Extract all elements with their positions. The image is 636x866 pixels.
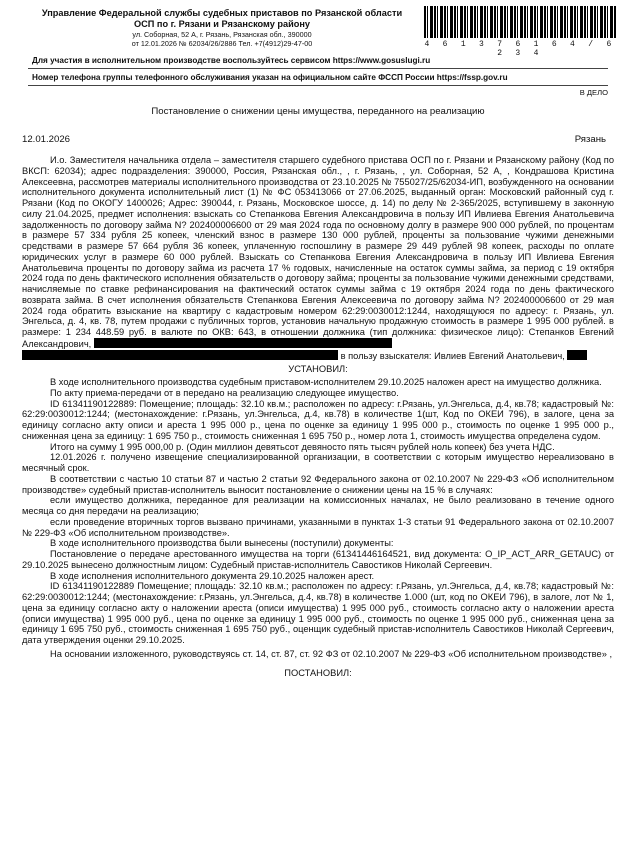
barcode-number: 4 6 1 3 7 6 1 6 4 / 6 2 3 4 [424, 40, 616, 58]
redaction-block [567, 350, 587, 360]
postanovil-heading: ПОСТАНОВИЛ: [284, 667, 352, 678]
org-name: Управление Федеральной службы судебных приставов по Рязанской области [41, 8, 403, 18]
redaction-block [22, 350, 338, 360]
paragraph: если имущество должника, переданное для реализации на комиссионных началах, не было реализовано в течение одного месяца со дня передачи на реализацию; [22, 495, 614, 516]
paragraph: Итого на сумму 1 995 000,00 р. (Один миллион девятьсот девяносто пять тысяч рублей ноль копеек) без учета НДС. [50, 441, 555, 452]
paragraph: На основании изложенного, руководствуясь ст. 14, ст. 87, ст. 92 ФЗ от 02.10.2007 № 229-ФЗ «Об исполнительном производстве» , [50, 648, 613, 659]
document-title: Постановление о снижении цены имущества, переданного на реализацию [151, 106, 485, 117]
paragraph: 12.01.2026 г. получено извещение специализированной организации, в соответствии с которым имущество нереализовано в месячный срок. [22, 452, 614, 473]
document-date: 12.01.2026 [22, 134, 71, 145]
intro-paragraph [22, 155, 614, 350]
paragraph: В ходе исполнительного производства судебным приставом-исполнителем 29.10.2025 наложен арест на имущество должника. [50, 377, 602, 387]
org-department: ОСП по г. Рязани и Рязанскому району [133, 19, 311, 29]
ustanovil-heading: УСТАНОВИЛ: [288, 364, 348, 375]
paragraph: По акту приема-передачи от в передано на реализацию следующее имущество. [50, 387, 399, 398]
letterhead [22, 8, 422, 48]
redaction-line [22, 350, 614, 362]
paragraph: ID 61341190122889 Помещение; площадь: 32.10 кв.м.; расположен по адресу: г.Рязань, ул.Энгельса, д.4, кв.78; кадастровый №: 62:29:0030012:1244; (местонахождение: г.Рязань, ул.Энгельса, д.4, кв.78) в количестве 1.000 (шт, код по ОКЕИ 796), в залоге, лот № 1, цена за единицу согласно акту о наложении ареста (описи имущества) 1 995 000 руб., стоимость согласно акту о наложении ареста (описи имущества) 1 995 000 руб., цена по оценке за единицу 1 995 000 руб., стоимость по оценке 1 995 000 руб., сниженная цена за единицу 1 695 750 руб., стоимость сниженная 1 695 750 руб., оценщик судебный пристав-исполнитель Савостиков Николай Сергеевич, дата утверждения оценки 29.10.2025. [22, 581, 614, 645]
vzyskatel-text: в пользу взыскателя: Ивлиев Евгений Анатольевич, [340, 350, 565, 361]
divider [28, 85, 608, 86]
divider [28, 68, 608, 69]
redaction-block [94, 338, 392, 348]
v-delo-mark: В ДЕЛО [579, 88, 608, 97]
phone-note: Номер телефона группы телефонного обслуживания указан на официальном сайте ФССП России https://fssp.gov.ru [32, 73, 508, 82]
paragraph: В ходе исполнительного производства были вынесены (поступили) документы: [50, 538, 394, 549]
document-reference: от 12.01.2026 № 62034/26/2886 Тел. +7(4912)29-47-00 [131, 39, 313, 48]
barcode-image [424, 6, 616, 38]
paragraph: ID 61341190122889: Помещение; площадь: 32.10 кв.м.; расположен по адресу: г.Рязань, ул.Энгельса, д.4, кв.78; кадастровый №: 62:29:0030012:1244; (местонахождение: г.Рязань, ул.Энгельса, д.4, кв.78) в количестве 1(шт, Код по ОКЕИ 796), в залоге, цена за единицу согласно акту описи и ареста 1 995 000 р., цена по оценке за единицу 1 995 000 р., стоимость по оценке 1 995 000 р., сниженная цена за единицу: 1 695 750 р., стоимость сниженная 1 695 750 р., номер лота 1, стоимость имущества определена судом. [22, 398, 614, 441]
document-city: Рязань [574, 134, 606, 145]
gosuslugi-note: Для участия в исполнительном производстве воспользуйтесь сервисом https://www.gosuslugi.ru [32, 56, 431, 65]
paragraph: В соответствии с частью 10 статьи 87 и частью 2 статьи 92 Федерального закона от 02.10.2007 № 229-ФЗ «Об исполнительном производстве» судебный пристав-исполнитель выносит постановление о снижении цены на 15 % в случаях: [22, 473, 614, 495]
document-body [22, 155, 614, 680]
intro-text: И.о. Заместителя начальника отдела – заместителя старшего судебного пристава ОСП по г. Рязани и Рязанскому району (Код по ВКСП: 62034); адрес подразделения: 390000, Россия, Рязанская обл., , г. Рязань, , ул. Соборная, 52 А, , Кондрашова Кристина Алексеевна, рассмотрев материалы исполнительного производства от 23.10.2025 № 755027/25/62034-ИП, возбужденного на основании исполнительного документа исполнительный лист (1) № ФС 053413066 от 27.06.2025, выданный орган: Московский районный суд г. Рязани (Код по ОКОГУ 1400026; Адрес: 390044, г. Рязань, Московское шоссе, д. 14) по делу № 2-365/2025, вступившему в законную силу 21.04.2025, предмет исполнения: взыскать со Степанкова Евгения Александровича в пользу ИП Ивлиева Евгения Анатольевича задолженность по договору займа N? 202400006600 от 29 мая 2024 года по основному долгу в размере 900 000 рублей, по процентам в размере 57 334 рубля 25 копеек, членский взнос в размере 130 000 рублей, проценты за пользование чужими денежными средствами в размере 57 664 рубля 36 копеек, уплаченную госпошлину в размере 29 449 рублей 98 копеек, расходы по оплате юридических услуг в размере 60 000 рублей. Взыскать со Степанкова Евгения Александровича в пользу ИП Ивлиева Евгения Анатольевича проценты по договору займа из расчета 17 % годовых, начисленные на остаток суммы займа, за период с 19 октября 2024 года по день фактического исполнения обязательств о договору займа; проценты за пользование чужими денежными средствами, начисляемые по ставке рефинансирования на фактический остаток суммы займа с 19 октября 2024 года по день фактического возврата займа. В счет исполнения обязательств Степанкова Евгения Алексеевича по договору займа N? 202400006600 от 29 мая 2024 года обратить взыскание на квартиру с кадастровым номером 62:29:0030012:1244, находящуюся по адресу: г. Рязань, ул. Энгельса, д. 4, кв. 78, путем продажи с публичных торгов, установив начальную продажную стоимость в размере 1 995 000 рублей. в размере: 1 234 448.59 руб. в валюте по ОКВ: 643, в отношении должника (тип должника: физическое лицо): Степанков Евгений Александрович, [22, 155, 614, 349]
paragraph: В ходе исполнения исполнительного документа 29.10.2025 наложен арест. [50, 570, 375, 581]
paragraph: Постановление о передаче арестованного имущества на торги (61341446164521, вид документа: O_IP_ACT_ARR_GETAUC) от 29.10.2025 вынесено должностным лицом: Судебный пристав-исполнитель Савостиков Николай Сергеевич. [22, 549, 614, 570]
paragraph: если проведение вторичных торгов вызвано причинами, указанными в пунктах 1-3 статьи 91 Федерального закона от 02.10.2007 № 229-ФЗ «Об исполнительном производстве». [22, 516, 614, 538]
org-address: ул. Соборная, 52 А, г. Рязань, Рязанская обл., 390000 [132, 30, 312, 39]
